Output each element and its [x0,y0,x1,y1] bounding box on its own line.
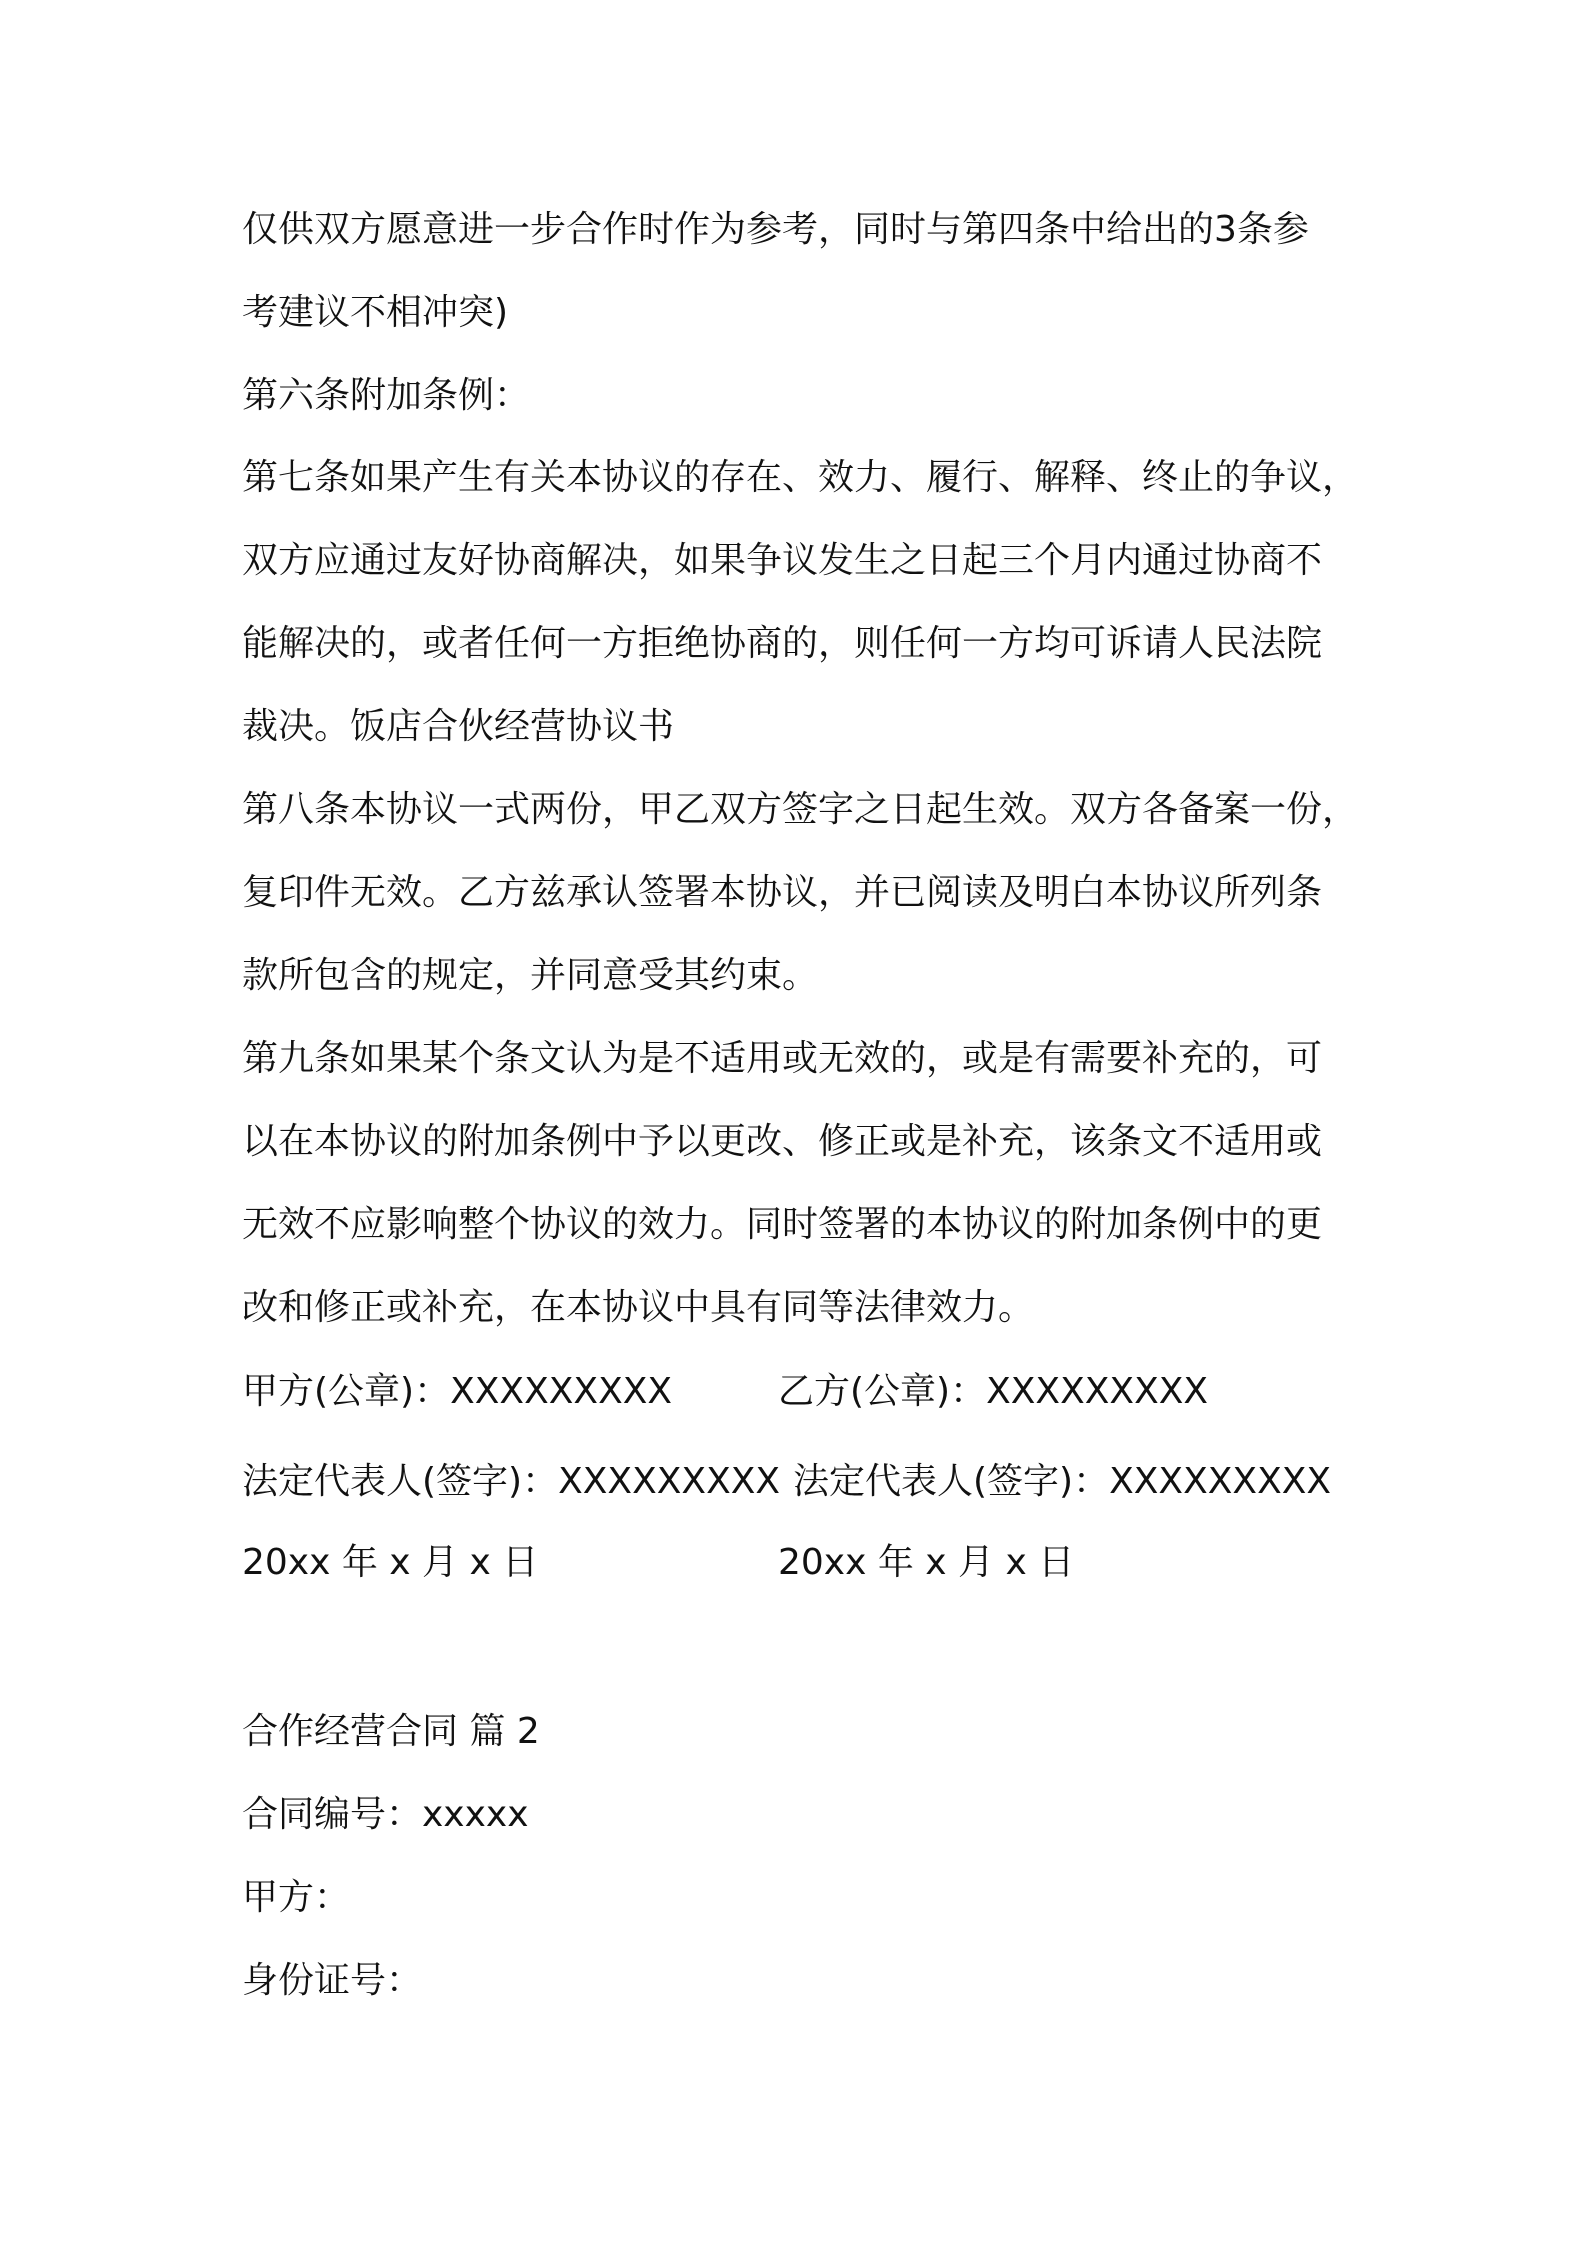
paragraph-line: 复印件无效。乙方兹承认签署本协议，并已阅读及明白本协议所列条 [242,872,1323,913]
id-number-label: 身份证号： [242,1960,423,2001]
paragraph-line: 双方应通过友好协商解决，如果争议发生之日起三个月内通过协商不 [242,540,1323,581]
paragraph-line: 仅供双方愿意进一步合作时作为参考，同时与第四条中给出的3条参 [242,209,1309,250]
section-title: 合作经营合同 篇 2 [242,1711,540,1752]
party-a-representative: 法定代表人(签字)：XXXXXXXXX [242,1461,781,1502]
paragraph-line: 考建议不相冲突) [242,292,509,333]
paragraph-line: 第八条本协议一式两份，甲乙双方签字之日起生效。双方各备案一份， [242,789,1359,830]
party-a-date: 20xx 年 x 月 x 日 [242,1542,539,1583]
paragraph-line: 能解决的，或者任何一方拒绝协商的，则任何一方均可诉请人民法院 [242,623,1323,664]
paragraph-line: 无效不应影响整个协议的效力。同时签署的本协议的附加条例中的更 [242,1204,1323,1245]
paragraph-line: 第七条如果产生有关本协议的存在、效力、履行、解释、终止的争议， [242,457,1359,498]
paragraph-line: 款所包含的规定，并同意受其约束。 [242,955,819,996]
paragraph-line: 第九条如果某个条文认为是不适用或无效的，或是有需要补充的，可 [242,1038,1323,1079]
party-b-representative: 法定代表人(签字)：XXXXXXXXX [793,1461,1332,1502]
party-a-label: 甲方： [242,1877,351,1918]
paragraph-line: 改和修正或补充，在本协议中具有同等法律效力。 [242,1287,1035,1328]
paragraph-line: 以在本协议的附加条例中予以更改、修正或是补充，该条文不适用或 [242,1121,1323,1162]
contract-number: 合同编号：xxxxx [242,1794,529,1835]
party-b-date: 20xx 年 x 月 x 日 [778,1542,1075,1583]
party-a-seal: 甲方(公章)：XXXXXXXXX [242,1371,673,1412]
party-b-seal: 乙方(公章)：XXXXXXXXX [778,1371,1209,1412]
paragraph-line: 裁决。饭店合伙经营协议书 [242,706,675,747]
clause-6-heading: 第六条附加条例： [242,375,531,416]
